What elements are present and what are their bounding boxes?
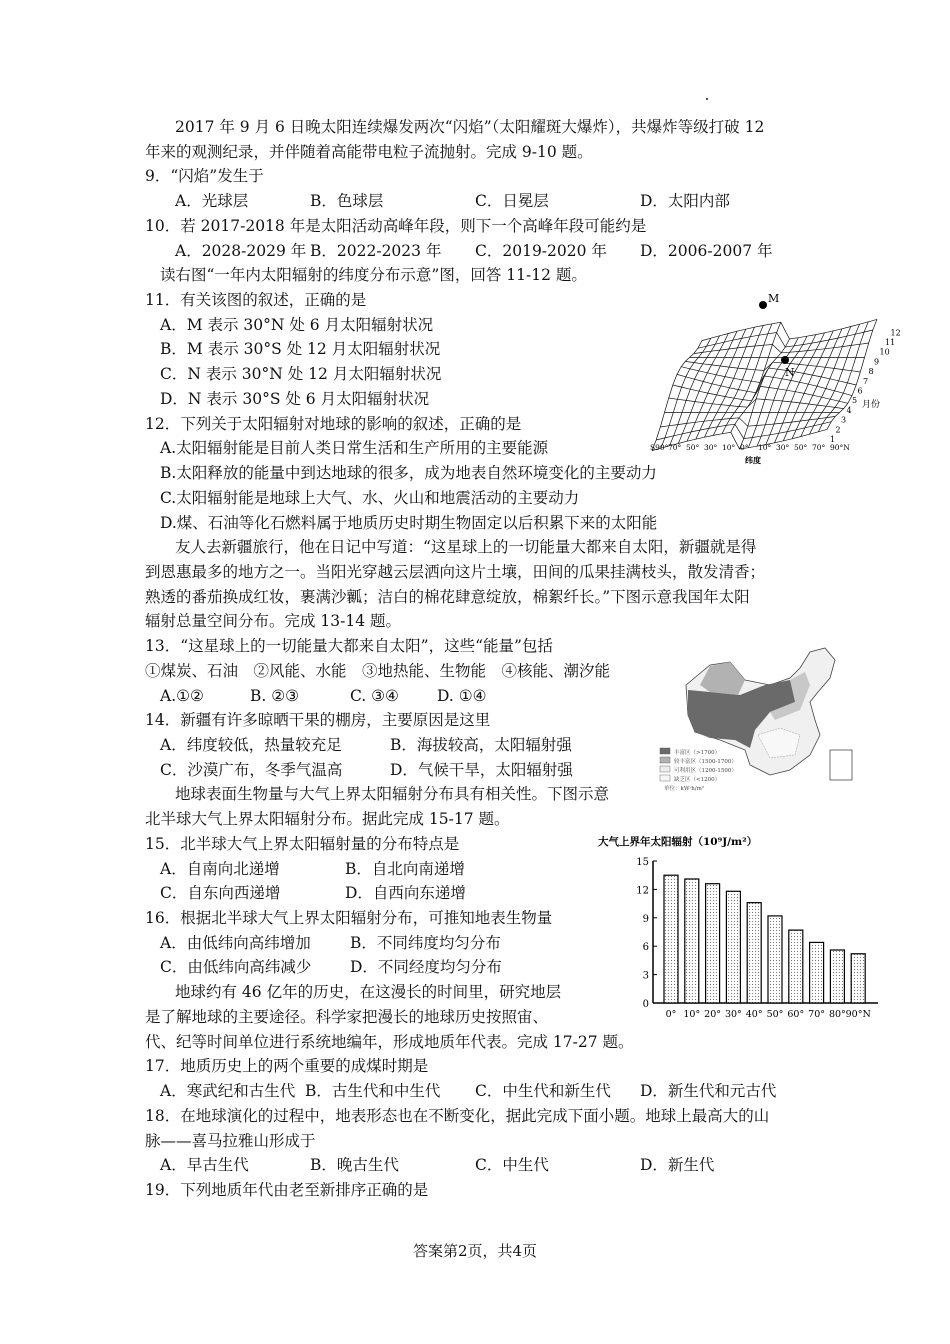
month-tick: 10: [879, 347, 890, 357]
passage-text: 地球约有 46 亿年的历史，在这漫长的时间里，研究地层: [175, 983, 562, 1002]
bar: [830, 950, 844, 1003]
answer-option: C．中生代: [475, 1156, 549, 1175]
answer-option: B．色球层: [310, 192, 384, 211]
latitude-axis-label: 纬度: [745, 455, 761, 465]
mesh-line: [702, 319, 877, 340]
answer-option: A.太阳辐射能是目前人类日常生活和生产所用的主要能源: [160, 439, 549, 458]
month-tick: 5: [852, 396, 858, 406]
answer-option: B. ②③: [250, 686, 300, 705]
mesh-line: [722, 324, 772, 434]
legend-swatch: [660, 748, 670, 754]
month-tick: 9: [874, 357, 880, 367]
question-stem: 9．“闪焰”发生于: [145, 167, 264, 186]
passage-text: 脉——喜马拉雅山形成于: [145, 1131, 316, 1150]
answer-option: D．不同经度均匀分布: [350, 958, 502, 977]
mesh-line: [698, 330, 873, 348]
latitude-tick: 50°: [686, 443, 700, 452]
latitude-tick: 70°: [812, 443, 826, 452]
question-stem: 17．地质历史上的两个重要的成煤时期是: [145, 1057, 429, 1076]
bar-chart-toa-solar-radiation: [595, 830, 895, 1025]
bar: [685, 879, 699, 1003]
answer-option: A．光球层: [175, 192, 249, 211]
x-tick-label: 10°: [683, 1009, 701, 1020]
passage-text: 友人去新疆旅行，他在日记中写道：“这星球上的一切能量大都来自太阳，新疆就是得: [175, 538, 757, 557]
question-stem: 11．有关该图的叙述，正确的是: [145, 291, 367, 310]
latitude-tick: 10°: [758, 443, 772, 452]
answer-option: B．2022-2023 年: [310, 241, 442, 260]
bar: [664, 875, 678, 1003]
answer-option: D．太阳内部: [640, 192, 730, 211]
month-tick: 1: [830, 435, 836, 444]
x-tick-label: 60°: [787, 1009, 805, 1020]
x-tick-label: 80°: [828, 1009, 846, 1020]
answer-option: D．自西向东递增: [345, 884, 466, 903]
x-tick-label: 0°: [665, 1009, 677, 1020]
latitude-tick: 70°: [668, 443, 682, 452]
question-stem: 10．若 2017-2018 年是太阳活动高峰年段，则下一个高峰年段可能约是: [145, 216, 647, 235]
question-stem: 19．下列地质年代由老至新排序正确的是: [145, 1180, 429, 1199]
answer-option: D．2006-2007 年: [640, 241, 773, 260]
answer-option: C．自东向西递增: [160, 884, 281, 903]
passage-text: 熟透的番茄换成红妆，裹满沙瓤；洁白的棉花肆意绽放，棉絮纤长。”下图示意我国年太阳: [145, 587, 750, 606]
question-stem: 16．根据北半球大气上界太阳辐射分布，可推知地表生物量: [145, 909, 553, 928]
point-m-marker: [759, 301, 767, 309]
question-stem: 18．在地球演化的过程中，地表形态也在不断变化，据此完成下面小题。地球上最高大的山: [145, 1106, 770, 1125]
page-footer: 答案第2页，共4页: [412, 1242, 538, 1260]
latitude-tick: 50°: [794, 443, 808, 452]
point-n-label: N: [785, 366, 795, 379]
passage-text: 辐射总量空间分布。完成 13-14 题。: [145, 612, 402, 631]
mesh-line: [656, 422, 831, 440]
mesh-line: [783, 331, 833, 441]
answer-option: A．2028-2029 年: [175, 241, 307, 260]
y-tick-label: 0: [642, 999, 649, 1010]
latitude-tick: 0°: [740, 443, 749, 452]
answer-option: A．M 表示 30°N 处 6 月太阳辐射状况: [160, 315, 434, 334]
latitude-tick: 30°: [776, 443, 790, 452]
answer-option: A．由低纬向高纬增加: [160, 933, 311, 952]
bar: [768, 916, 782, 1003]
question-stem: 14．新疆有许多晾晒干果的棚房，主要原因是这里: [145, 711, 491, 730]
scan-speck: [706, 98, 708, 100]
question-stem: 12．下列关于太阳辐射对地球的影响的叙述，正确的是: [145, 414, 522, 433]
legend-label: 丰富区（>1700）: [674, 750, 721, 756]
answer-option: C．由低纬向高纬减少: [160, 958, 312, 977]
solar-radiation-latitude-surface-figure: [630, 290, 910, 470]
month-tick: 12: [890, 328, 901, 338]
latitude-tick: 30°: [704, 443, 718, 452]
answer-option: D．气候干旱，太阳辐射强: [390, 760, 573, 779]
answer-option: B．M 表示 30°S 处 12 月太阳辐射状况: [160, 340, 441, 359]
bar: [789, 930, 803, 1003]
answer-option: C．N 表示 30°N 处 12 月太阳辐射状况: [160, 365, 442, 384]
passage-text: 是了解地球的主要途径。科学家把漫长的地球历史按照宙、: [145, 1007, 549, 1026]
china-solar-radiation-map: [650, 640, 880, 800]
legend-swatch: [660, 775, 670, 781]
point-n-marker: [781, 356, 789, 364]
passage-text: 年来的观测纪录，并伴随着高能带电粒子流抛射。完成 9-10 题。: [145, 142, 593, 161]
bar: [851, 954, 865, 1003]
y-tick-label: 6: [642, 942, 649, 954]
point-m-label: M: [768, 292, 780, 305]
month-axis-label: 月份: [862, 400, 881, 410]
bar: [747, 903, 761, 1003]
answer-option: A．寒武纪和古生代: [160, 1082, 296, 1101]
question-stem: 15．北半球大气上界太阳辐射量的分布特点是: [145, 834, 460, 853]
month-tick: 6: [857, 386, 863, 396]
latitude-tick: 10°: [722, 443, 736, 452]
passage-text: 2017 年 9 月 6 日晚太阳连续爆发两次“闪焰”（太阳耀斑大爆炸），共爆炸等级打破 12: [175, 118, 765, 136]
answer-option: D. ①④: [437, 686, 487, 705]
month-tick: 8: [868, 367, 874, 377]
x-tick-label: 20°: [704, 1009, 722, 1020]
latitude-tick: 90°N: [830, 443, 850, 452]
y-tick-label: 9: [642, 913, 649, 925]
mesh-line: [694, 343, 869, 354]
mesh-line: [652, 341, 702, 451]
month-tick: 11: [885, 338, 896, 347]
bar: [726, 891, 740, 1003]
answer-option: B．不同纬度均匀分布: [350, 933, 501, 952]
answer-option: C．2019-2020 年: [475, 241, 607, 260]
answer-option: B.太阳释放的能量中到达地球的很多，成为地表自然环境变化的主要动力: [160, 464, 657, 483]
legend-swatch: [660, 766, 670, 772]
y-tick-label: 3: [642, 970, 649, 982]
answer-option: C.太阳辐射能是地球上大气、水、火山和地震活动的主要动力: [160, 488, 580, 507]
map-unit: 单位：kW·h/m²: [664, 786, 705, 792]
passage-text: 代、纪等时间单位进行系统地编年，形成地质年代表。完成 17-27 题。: [145, 1032, 634, 1051]
answer-option: A．早古生代: [160, 1156, 249, 1175]
bar: [810, 942, 824, 1003]
month-tick: 4: [846, 405, 852, 415]
answer-option: B．自北向南递增: [345, 859, 465, 878]
legend-label: 可利用区（1200-1500）: [674, 768, 737, 774]
month-tick: 2: [835, 425, 841, 435]
answer-option: A．纬度较低，热量较充足: [160, 736, 342, 754]
surface-mesh: [652, 319, 880, 450]
x-tick-label: 50°: [766, 1009, 784, 1020]
chart-title: 大气上界年太阳辐射（10⁹J/m²）: [598, 836, 758, 848]
answer-option: C．中生代和新生代: [475, 1082, 611, 1101]
mesh-line: [685, 361, 860, 372]
mesh-line: [696, 329, 746, 439]
x-tick-label: 90°N: [845, 1009, 871, 1020]
answer-option: D.煤、石油等化石燃料属于地质历史时期生物固定以后积累下来的太阳能: [160, 513, 658, 532]
mesh-line: [661, 338, 711, 448]
y-tick-label: 12: [636, 885, 649, 897]
answer-option: A.①②: [160, 686, 204, 705]
passage-text: ①煤炭、石油 ②风能、水能 ③地热能、生物能 ④核能、潮汐能: [145, 661, 611, 680]
answer-option: C．沙漠广布，冬季气温高: [160, 760, 343, 779]
legend-label: 缺乏区（<1200）: [674, 777, 721, 783]
passage-text: 北半球大气上界太阳辐射分布。据此完成 15-17 题。: [145, 810, 510, 829]
x-tick-label: 40°: [745, 1009, 763, 1020]
x-tick-label: 30°: [724, 1009, 742, 1020]
answer-option: B．古生代和中生代: [305, 1082, 441, 1101]
answer-option: D．N 表示 30°S 处 6 月太阳辐射状况: [160, 389, 430, 408]
answer-option: C．日冕层: [475, 192, 549, 211]
answer-option: A．自南向北递增: [160, 859, 280, 878]
latitude-tick: S90°: [650, 443, 669, 452]
answer-option: D．新生代: [640, 1156, 715, 1175]
answer-option: C. ③④: [350, 686, 399, 705]
answer-option: B．海拔较高，太阳辐射强: [390, 736, 572, 754]
month-tick: 7: [863, 376, 869, 386]
answer-option: B．晚古生代: [310, 1156, 399, 1175]
x-tick-label: 70°: [808, 1009, 826, 1020]
question-stem: 13．“这星球上的一切能量大都来自太阳”，这些“能量”包括: [145, 637, 553, 656]
passage-text: 地球表面生物量与大气上界太阳辐射分布具有相关性。下图示意: [175, 785, 610, 804]
bar: [706, 884, 720, 1003]
legend-swatch: [660, 757, 670, 763]
y-tick-label: 15: [636, 857, 649, 868]
month-tick: 3: [841, 415, 847, 425]
answer-option: D．新生代和元古代: [640, 1082, 777, 1101]
passage-text: 到恩惠最多的地方之一。当阳光穿越云层洒向这片土壤，田间的瓜果挂满枝头，散发清香；: [145, 562, 766, 581]
passage-text: 读右图“一年内太阳辐射的纬度分布示意”图，回答 11-12 题。: [160, 266, 587, 285]
legend-label: 较丰富区（1500-1700）: [674, 759, 737, 765]
